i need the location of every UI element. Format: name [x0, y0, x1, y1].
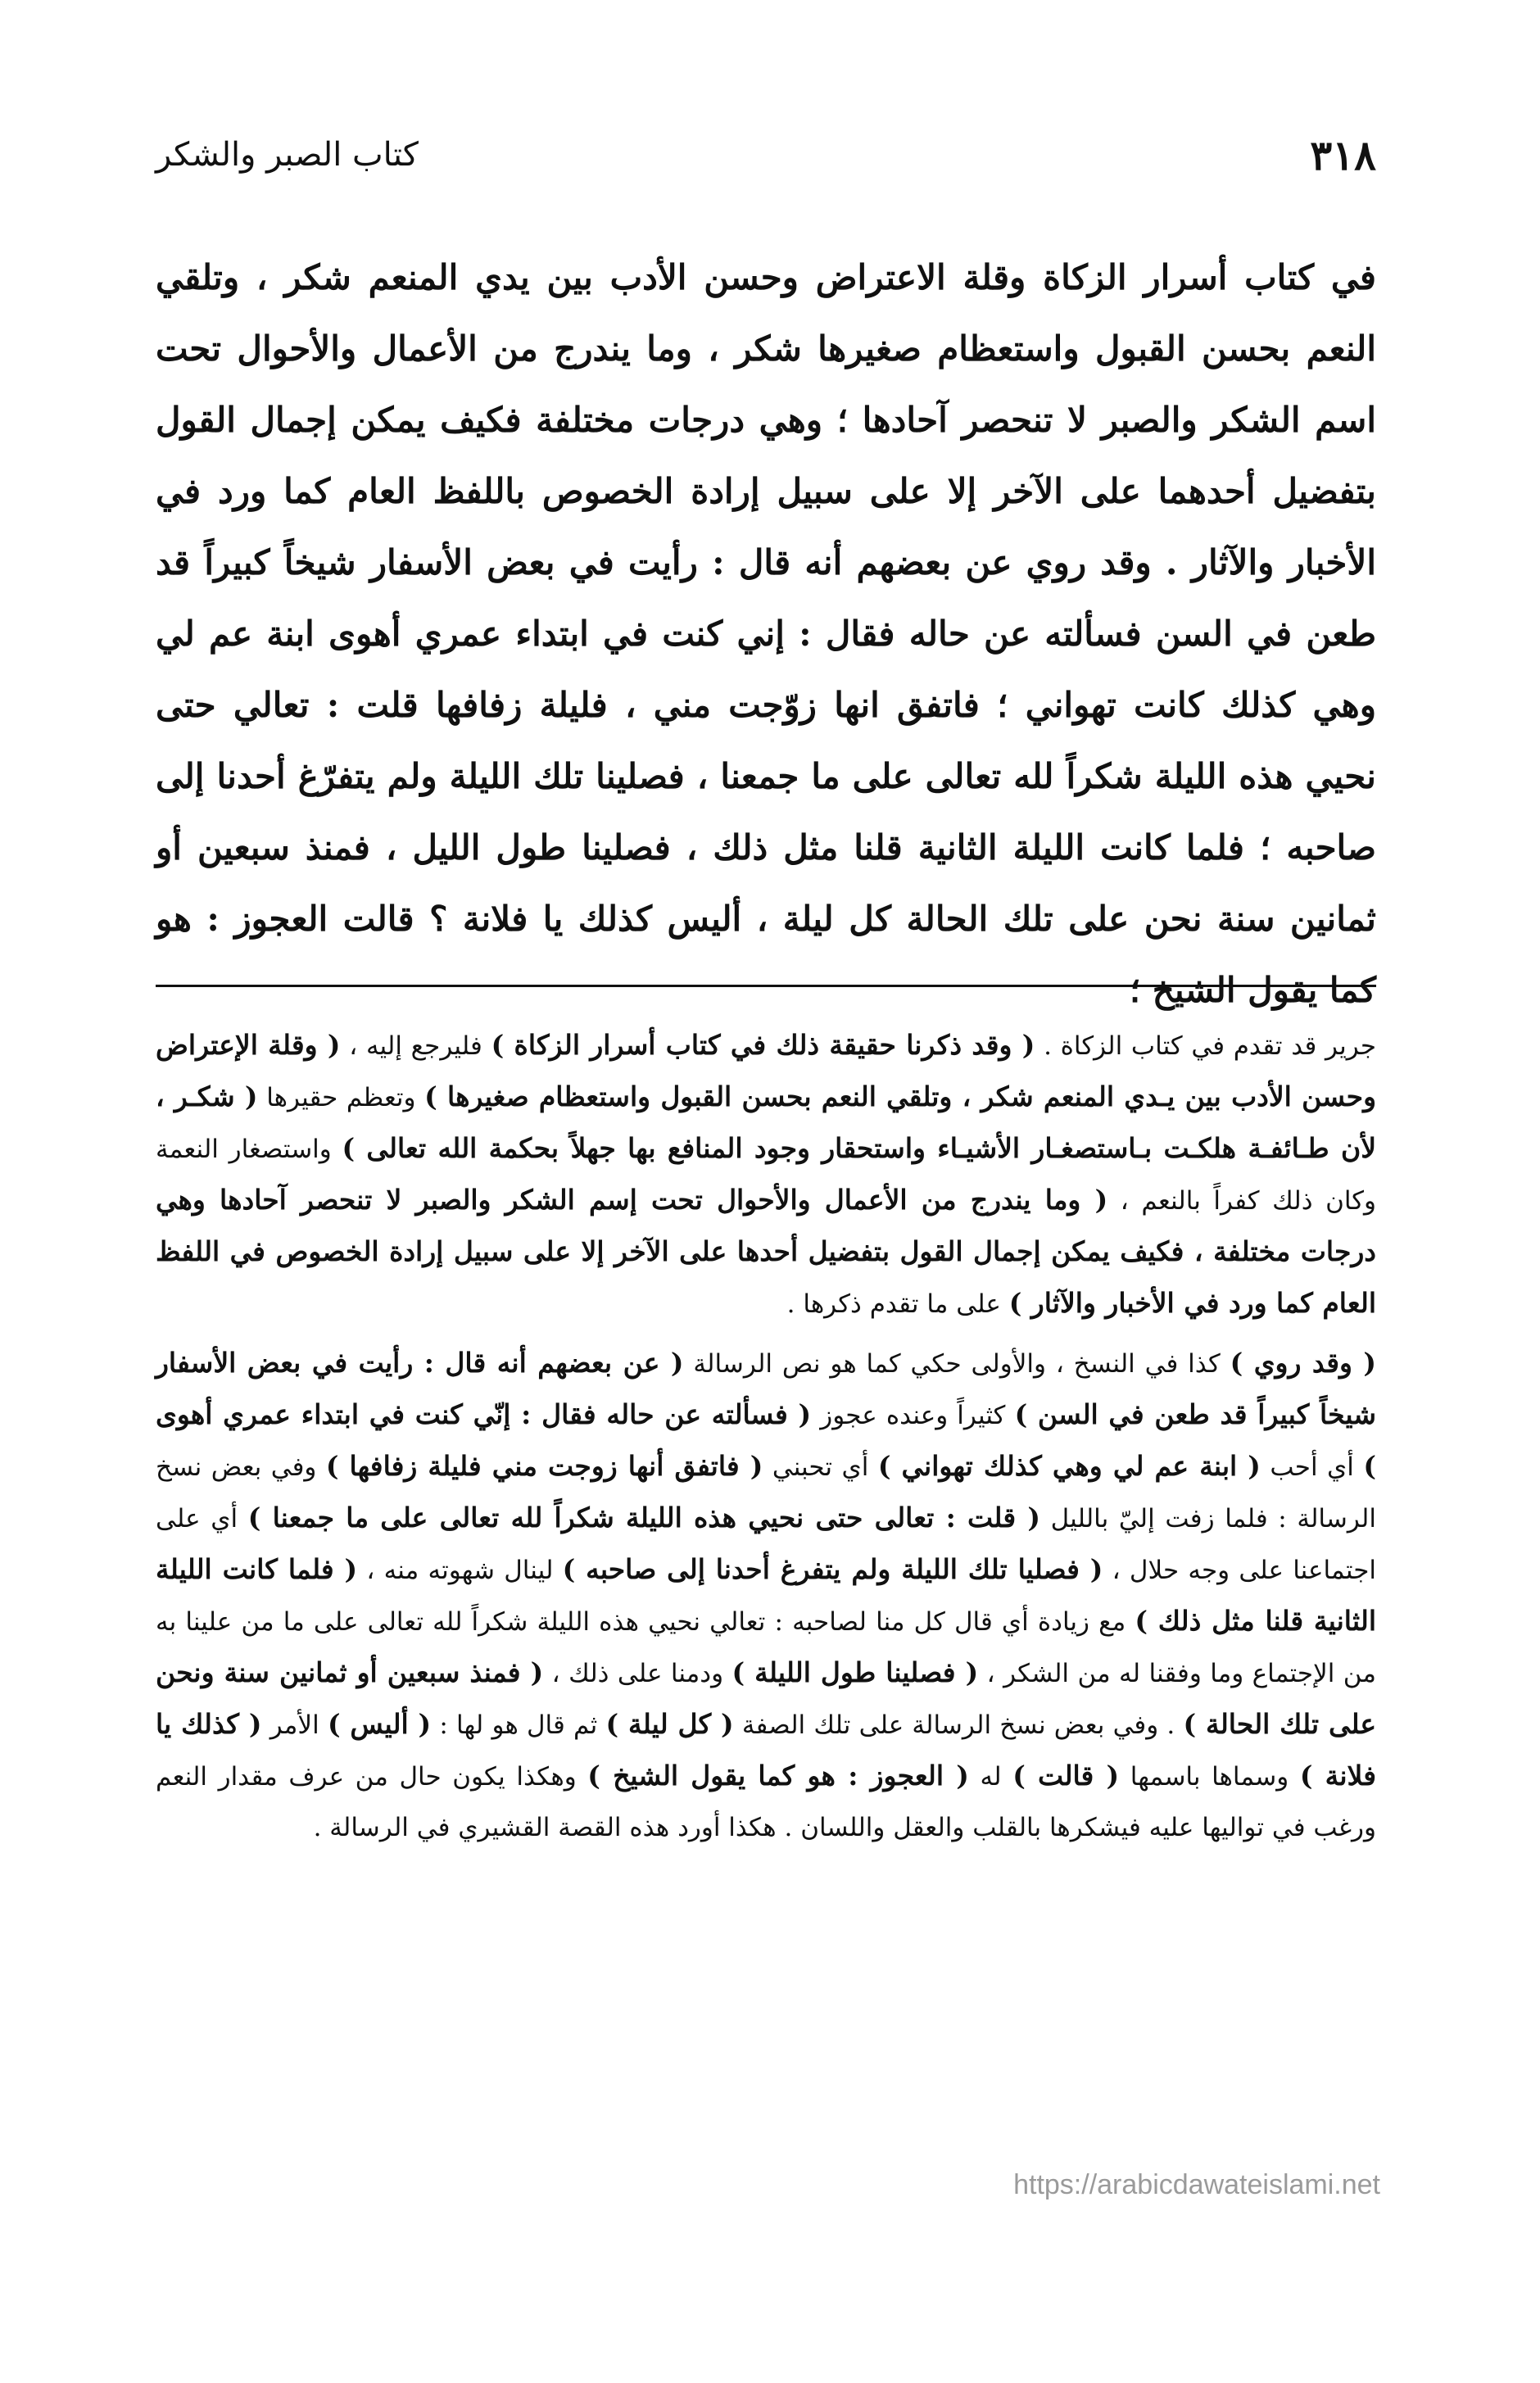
- quoted-text: ( فلما كانت الليلة الثانية قلنا مثل ذلك ): [156, 1553, 1376, 1637]
- quoted-text: ( أليس ): [327, 1708, 432, 1740]
- quoted-text: ( ابنة عم لي وهي كذلك تهواني ): [877, 1450, 1261, 1482]
- watermark-url: https://arabicdawateislami.net: [1013, 2169, 1380, 2200]
- quoted-text: ( شكـر ، لأن طـائفـة هلكـت بـاستصغـار الأشيـاء واستحقار وجود المنافع بها جهلاً بحكمة الله تعالى ): [156, 1081, 1377, 1164]
- footnote-text: ودمنا على ذلك ،: [551, 1659, 724, 1688]
- footnote-1: [156, 1020, 1376, 1330]
- footnote-text: وفي بعض نسخ الرسالة : فلما زفت إليّ بالليل: [156, 1452, 1376, 1534]
- footnote-text: وتعظم حقيرها: [266, 1083, 416, 1112]
- footnote-text: على ما تقدم ذكرها .: [786, 1289, 1001, 1319]
- footnote-text: مع زيادة أي قال كل منا لصاحبه : تعالي نحيي هذه الليلة شكراً لله تعالى على ما من علينا به من الإجتماع وما وفقنا له من الشكر ،: [156, 1607, 1376, 1688]
- footnote-text: جرير قد تقدم في كتاب الزكاة .: [1044, 1031, 1376, 1061]
- footnote-text: أي على اجتماعنا على وجه حلال ،: [156, 1504, 1376, 1585]
- footnote-text: لينال شهوته منه ،: [366, 1556, 554, 1585]
- book-page: [156, 0, 1376, 2383]
- footnote-text: كثيراً وعنده عجوز: [820, 1401, 1006, 1430]
- footnote-text: أي أحب: [1270, 1452, 1354, 1482]
- footnote-text: . وفي بعض نسخ الرسالة على تلك الصفة: [741, 1710, 1175, 1740]
- main-paragraph: في كتاب أسرار الزكاة وقلة الاعتراض وحسن الأدب بين يدي المنعم شكر ، وتلقي النعم بحسن القبول واستعظام صغيرها شكر ، وما يندرج من الأعمال والأحوال تحت اسم الشكر والصبر لا تنحصر آحادها ؛ وهي درجات مختلفة فكيف يمكن إجمال القول بتفضيل أحدهما على الآخر إلا على سبيل إرادة الخصوص باللفظ العام كما ورد في الأخبار والآثار . وقد روي عن بعضهم أنه قال : رأيت في بعض الأسفار شيخاً كبيراً قد طعن في السن فسألته عن حاله فقال : إني كنت في ابتداء عمري أهوى ابنة عم لي وهي كذلك كانت تهواني ؛ فاتفق انها زوّجت مني ، فليلة زفافها قلت : تعالي حتى نحيي هذه الليلة شكراً لله تعالى على ما جمعنا ، فصلينا تلك الليلة ولم يتفرّغ أحدنا إلى صاحبه ؛ فلما كانت الليلة الثانية قلنا مثل ذلك ، فصلينا طول الليل ، فمنذ سبعين أو ثمانين سنة نحن على تلك الحالة كل ليلة ، أليس كذلك يا فلانة ؟ قالت العجوز : هو كما يقول الشيخ ؛: [156, 257, 1376, 1010]
- quoted-text: ( كذلك يا فلانة ): [156, 1708, 1377, 1792]
- footnote-text: وسماها باسمها: [1130, 1762, 1289, 1792]
- quoted-text: ( وقد روي ): [1230, 1347, 1377, 1379]
- footnote-text: كذا في النسخ ، والأولى حكي كما هو نص الرسالة: [693, 1349, 1221, 1379]
- footnote-text: وهكذا يكون حال من عرف مقدار النعم ورغب في تواليها عليه فيشكرها بالقلب والعقل واللسان . هكذا أورد هذه القصة القشيري في الرسالة .: [156, 1762, 1376, 1842]
- footnote-text: واستصغار النعمة وكان ذلك كفراً بالنعم ،: [156, 1135, 1377, 1216]
- footnote-text: ثم قال هو لها :: [439, 1710, 598, 1740]
- footnote-text: فليرجع إليه ،: [349, 1031, 482, 1061]
- footnote-text: أي تحبني: [772, 1452, 869, 1482]
- running-head: [156, 131, 1376, 197]
- footnote-2: [156, 1338, 1376, 1853]
- quoted-text: ( قلت : تعالى حتى نحيي هذه الليلة شكراً لله تعالى على ما جمعنا ): [247, 1502, 1040, 1534]
- quoted-text: ( العجوز : هو كما يقول الشيخ ): [587, 1760, 969, 1792]
- quoted-text: ( فصليا تلك الليلة ولم يتفرغ أحدنا إلى صاحبه ): [562, 1553, 1103, 1585]
- quoted-text: ( فصلينا طول الليلة ): [732, 1656, 979, 1688]
- footnotes: [156, 1020, 1376, 1853]
- quoted-text: ( وما يندرج من الأعمال والأحوال تحت إسم الشكر والصبر لا تنحصر آحادها وهي درجات مختلفة ، فكيف يمكن إجمال القول بتفضيل أحدها على الآخر إلا على سبيل إرادة الخصوص في اللفظ العام كما ورد في الأخبار والآثار ): [156, 1184, 1376, 1319]
- quoted-text: ( كل ليلة ): [605, 1708, 734, 1740]
- quoted-text: ( فمنذ سبعين أو ثمانين سنة ونحن على تلك الحالة ): [156, 1656, 1377, 1740]
- book-title: كتاب الصبر والشكر: [156, 136, 419, 174]
- quoted-text: ( قالت ): [1012, 1760, 1120, 1792]
- quoted-text: ( عن بعضهم أنه قال : رأيت في بعض الأسفار شيخاً كبيراً قد طعن في السن ): [156, 1347, 1377, 1430]
- quoted-text: ( فاتفق أنها زوجت مني فليلة زفافها ): [325, 1450, 763, 1482]
- quoted-text: ( وقلة الإعتراض وحسن الأدب بين يـدي المنعم شكر ، وتلقي النعم بحسن القبول واستعظام صغيرها ): [156, 1029, 1376, 1112]
- page-number: ٣١٨: [1310, 131, 1376, 179]
- footnote-text: الأمر: [270, 1710, 319, 1740]
- footnote-separator: [156, 985, 1376, 987]
- footnote-text: له: [980, 1762, 1002, 1792]
- quoted-text: ( فسألته عن حاله فقال : إنّي كنت في ابتداء عمري أهوى ): [156, 1398, 1376, 1482]
- quoted-text: ( وقد ذكرنا حقيقة ذلك في كتاب أسرار الزكاة ): [491, 1029, 1035, 1061]
- main-text: [156, 242, 1376, 1026]
